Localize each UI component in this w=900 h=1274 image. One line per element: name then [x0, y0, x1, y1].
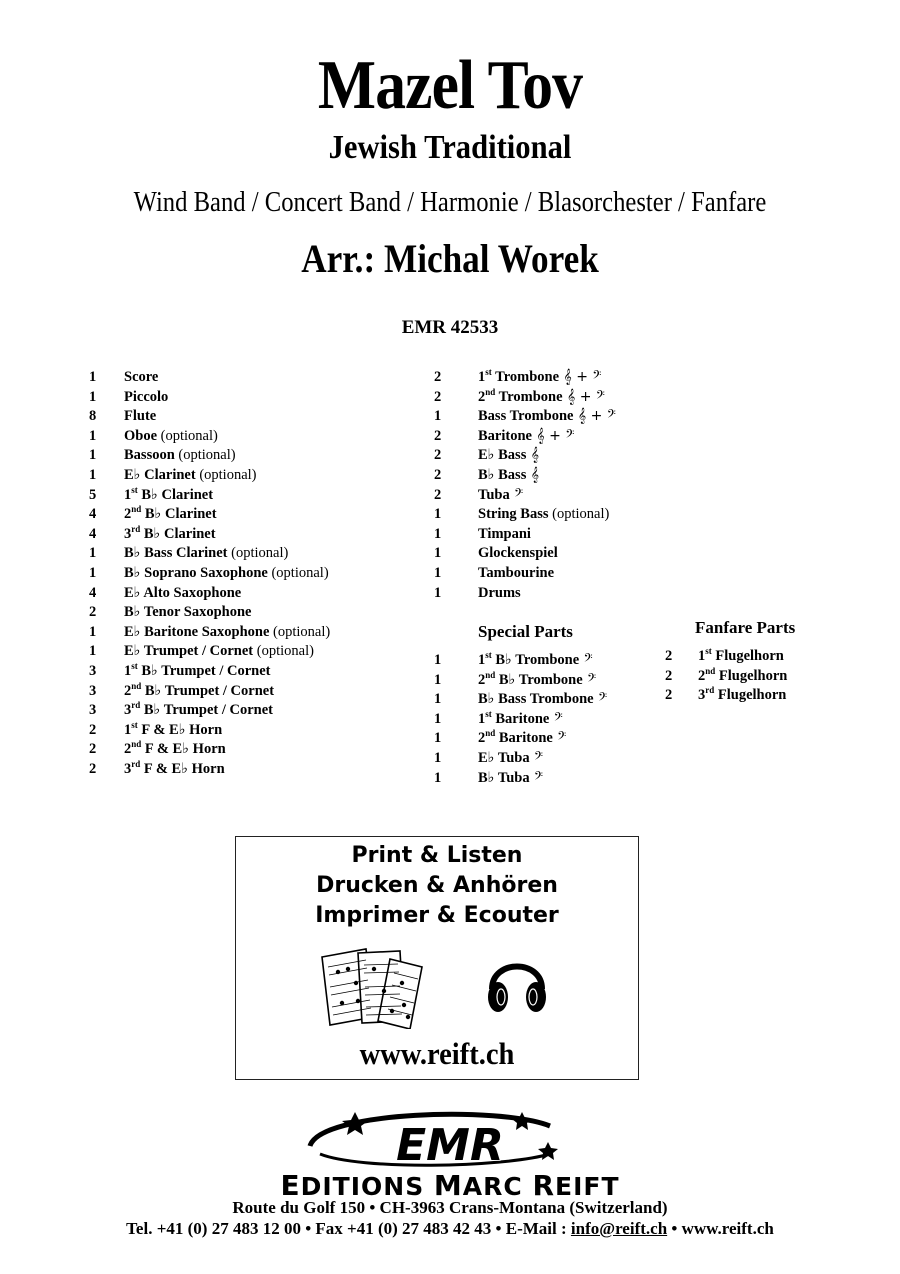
part-name — [478, 690, 607, 710]
part-quantity: 3 — [89, 662, 97, 679]
print-listen-box — [235, 836, 639, 1080]
part-quantity: 2 — [89, 721, 97, 738]
part-label: Flute — [124, 408, 157, 425]
ordinal-suffix: nd — [705, 665, 716, 676]
part-quantity: 2 — [665, 667, 673, 684]
list-item — [89, 544, 419, 564]
part-label: String Bass — [478, 506, 549, 523]
part-quantity: 1 — [89, 369, 97, 385]
publisher-word: EIFT — [555, 1172, 620, 1201]
optional-note: (optional) — [174, 447, 236, 464]
band-types: Wind Band / Concert Band / Harmonie / Blasorchester / Fanfare — [133, 187, 767, 218]
part-label: B♭ Soprano Saxophone — [124, 564, 268, 581]
publisher-contact — [0, 1218, 900, 1240]
part-name — [124, 407, 156, 427]
part-quantity: 1 — [434, 408, 442, 425]
part-name — [124, 760, 225, 780]
list-item — [665, 686, 865, 706]
ordinal-suffix: nd — [131, 504, 142, 515]
part-ordinal: 2 — [478, 671, 486, 688]
part-label: B♭ Trombone — [495, 671, 583, 688]
part-label: F & E♭ Horn — [137, 721, 223, 738]
list-item — [434, 446, 664, 466]
part-name — [478, 749, 543, 769]
publisher-initial: E — [280, 1169, 301, 1202]
ordinal-suffix: nd — [131, 680, 142, 691]
part-label: Baritone — [495, 730, 553, 747]
list-item — [89, 388, 419, 408]
instrument-list-middle — [434, 368, 664, 603]
part-label: B♭ Trombone — [491, 652, 580, 668]
part-name — [478, 729, 566, 749]
sheet-music-icon — [318, 945, 430, 1029]
ordinal-suffix: rd — [131, 758, 141, 769]
list-item — [89, 721, 419, 741]
part-label: E♭ Bass — [478, 447, 527, 464]
part-ordinal: 3 — [698, 687, 706, 704]
list-item — [89, 603, 419, 623]
part-label: Flugelhorn — [711, 648, 784, 664]
part-label: B♭ Trumpet / Cornet — [140, 702, 274, 719]
list-item — [434, 564, 664, 584]
ordinal-suffix: st — [485, 708, 492, 719]
part-quantity: 1 — [89, 466, 97, 483]
part-quantity: 2 — [665, 648, 673, 664]
part-quantity: 4 — [89, 584, 97, 601]
part-name — [124, 505, 217, 525]
list-item — [89, 564, 419, 584]
part-ordinal: 1 — [478, 652, 486, 668]
part-label: E♭ Trumpet / Cornet — [124, 643, 254, 660]
part-name — [478, 564, 554, 584]
part-ordinal: 1 — [478, 369, 486, 385]
part-label: Trombone — [491, 369, 560, 385]
part-quantity: 1 — [434, 506, 442, 523]
part-name — [124, 564, 329, 584]
part-label: E♭ Alto Saxophone — [124, 584, 242, 601]
part-label: B♭ Bass Clarinet — [124, 545, 228, 562]
part-quantity: 3 — [89, 702, 97, 719]
part-label: B♭ Clarinet — [140, 525, 216, 542]
emr-logo-graphic — [300, 1106, 600, 1176]
part-name — [478, 368, 601, 388]
clef-icon: 𝄞 + 𝄢 — [562, 388, 605, 405]
ordinal-suffix: nd — [485, 728, 496, 739]
part-name — [478, 710, 563, 730]
ordinal-suffix: st — [705, 646, 712, 656]
part-ordinal: 3 — [124, 702, 132, 719]
emr-logo — [300, 1106, 600, 1176]
part-label: B♭ Bass Trombone — [478, 691, 594, 708]
optional-note: (optional) — [267, 564, 329, 581]
part-ordinal: 1 — [124, 662, 132, 679]
ordinal-suffix: nd — [131, 739, 142, 750]
list-item — [434, 505, 664, 525]
list-item — [665, 647, 865, 667]
part-quantity: 5 — [89, 486, 97, 503]
part-name — [478, 505, 609, 525]
part-quantity: 2 — [89, 604, 97, 621]
part-quantity: 1 — [434, 584, 442, 601]
part-name — [698, 686, 786, 706]
contact-phone-fax: Tel. +41 (0) 27 483 12 00 • Fax +41 (0) 27 483 42 43 • E-Mail : — [126, 1219, 571, 1238]
special-parts-list — [434, 651, 664, 788]
list-item — [89, 642, 419, 662]
part-quantity: 1 — [434, 525, 442, 542]
emr-logo-text: EMR — [396, 1120, 504, 1171]
part-name — [478, 407, 616, 427]
part-quantity: 2 — [89, 760, 97, 777]
part-quantity: 1 — [434, 691, 442, 708]
part-label: Tambourine — [478, 564, 555, 581]
part-label: Baritone — [478, 427, 532, 444]
promo-line-1: Print & Listen — [351, 843, 523, 868]
ordinal-suffix: st — [485, 650, 492, 660]
list-item — [89, 760, 419, 780]
part-quantity: 2 — [434, 447, 442, 464]
clef-icon: 𝄢 — [549, 710, 563, 727]
clef-icon: 𝄢 — [529, 769, 544, 786]
part-name — [124, 682, 274, 702]
instrument-list-left — [89, 368, 419, 779]
part-quantity: 1 — [89, 564, 97, 581]
list-item — [89, 407, 419, 427]
part-label: B♭ Tenor Saxophone — [124, 604, 252, 621]
part-ordinal: 2 — [698, 667, 706, 684]
list-item — [434, 671, 664, 691]
part-quantity: 2 — [434, 369, 442, 385]
list-item — [434, 466, 664, 486]
catalog-code: EMR 42533 — [401, 317, 499, 338]
subtitle: Jewish Traditional — [328, 129, 572, 166]
list-item — [434, 729, 664, 749]
optional-note: (optional) — [227, 545, 289, 562]
part-label: B♭ Trumpet / Cornet — [141, 682, 275, 699]
part-quantity: 1 — [434, 730, 442, 747]
part-quantity: 1 — [434, 749, 442, 766]
ordinal-suffix: st — [131, 660, 138, 671]
part-name — [698, 647, 784, 667]
part-ordinal: 2 — [124, 682, 132, 699]
promo-line-2: Drucken & Anhören — [316, 873, 558, 898]
part-quantity: 1 — [89, 545, 97, 562]
part-quantity: 2 — [434, 466, 442, 483]
list-item — [434, 749, 664, 769]
list-item — [89, 701, 419, 721]
part-label: B♭ Trumpet / Cornet — [137, 662, 271, 679]
part-quantity: 1 — [434, 545, 442, 562]
part-label: Tuba — [478, 486, 510, 503]
list-item — [434, 407, 664, 427]
part-label: Flugelhorn — [714, 687, 787, 704]
part-label: Timpani — [478, 525, 531, 542]
publisher-address: Route du Golf 150 • CH-3963 Crans-Montana (Switzerland) — [232, 1198, 668, 1217]
part-label: E♭ Baritone Saxophone — [124, 623, 270, 640]
list-item — [434, 427, 664, 447]
website-url[interactable]: www.reift.ch — [359, 1036, 515, 1071]
list-item — [434, 525, 664, 545]
part-quantity: 1 — [434, 652, 442, 668]
part-name — [478, 486, 523, 506]
fanfare-parts-list — [665, 647, 865, 706]
list-item — [89, 584, 419, 604]
part-quantity: 1 — [89, 388, 97, 405]
publisher-initial: R — [532, 1169, 555, 1202]
part-label: Bass Trombone — [478, 408, 574, 425]
ordinal-suffix: nd — [485, 386, 496, 397]
fanfare-parts-heading: Fanfare Parts — [695, 618, 796, 637]
ordinal-suffix: rd — [131, 700, 141, 711]
part-label: Oboe — [124, 427, 158, 444]
part-quantity: 3 — [89, 682, 97, 699]
part-quantity: 1 — [89, 623, 97, 640]
list-item — [434, 486, 664, 506]
list-item — [89, 623, 419, 643]
page-title: Mazel Tov — [317, 47, 583, 124]
part-name — [478, 544, 558, 564]
part-quantity: 1 — [89, 427, 97, 444]
part-quantity: 8 — [89, 408, 97, 425]
part-ordinal: 1 — [698, 648, 706, 664]
part-name — [698, 667, 787, 687]
part-label: B♭ Tuba — [478, 769, 530, 786]
clef-icon: 𝄞 + 𝄢 — [559, 369, 602, 385]
part-name — [124, 486, 213, 506]
part-label: F & E♭ Horn — [140, 760, 225, 777]
part-ordinal: 1 — [478, 710, 486, 727]
part-name — [124, 388, 168, 408]
part-label: Trombone — [495, 388, 563, 405]
part-ordinal: 1 — [124, 486, 132, 503]
list-item — [434, 388, 664, 408]
part-ordinal: 2 — [124, 741, 132, 758]
list-item — [434, 584, 664, 604]
list-item — [665, 667, 865, 687]
part-name — [478, 584, 521, 604]
part-label: Bassoon — [124, 447, 175, 464]
contact-website: • www.reift.ch — [667, 1219, 774, 1238]
clef-icon: 𝄢 — [579, 652, 593, 668]
ordinal-suffix: st — [485, 367, 492, 377]
part-name — [478, 446, 539, 466]
part-quantity: 2 — [434, 388, 442, 405]
part-quantity: 1 — [89, 447, 97, 464]
part-name — [124, 603, 251, 623]
list-item — [89, 427, 419, 447]
part-label: Glockenspiel — [478, 545, 558, 562]
clef-icon: 𝄢 — [552, 730, 567, 747]
list-item — [434, 544, 664, 564]
part-name — [124, 623, 330, 643]
clef-icon: 𝄢 — [529, 749, 544, 766]
part-label: Baritone — [491, 710, 550, 727]
list-item — [434, 651, 664, 671]
ordinal-suffix: nd — [485, 669, 496, 680]
part-name — [124, 701, 273, 721]
clef-icon: 𝄢 — [582, 671, 597, 688]
part-label: B♭ Bass — [478, 466, 527, 483]
part-quantity: 1 — [89, 643, 97, 660]
part-quantity: 1 — [434, 564, 442, 581]
part-quantity: 2 — [434, 427, 442, 444]
part-quantity: 1 — [434, 710, 442, 727]
part-ordinal: 1 — [124, 721, 132, 738]
part-name — [124, 446, 236, 466]
list-item — [89, 682, 419, 702]
part-name — [478, 651, 593, 671]
part-name — [124, 584, 241, 604]
clef-icon: 𝄞 + 𝄢 — [531, 427, 575, 444]
arranger: Arr.: Michal Worek — [301, 236, 599, 281]
part-label: B♭ Clarinet — [137, 486, 214, 503]
optional-note: (optional) — [269, 623, 331, 640]
part-name — [124, 662, 271, 682]
list-item — [434, 368, 664, 388]
list-item — [89, 662, 419, 682]
publisher-initial: M — [433, 1169, 463, 1202]
part-name — [124, 525, 216, 545]
part-ordinal: 2 — [478, 388, 486, 405]
list-item — [89, 466, 419, 486]
part-name — [478, 525, 531, 545]
part-label: B♭ Clarinet — [141, 506, 217, 523]
part-name — [478, 427, 574, 447]
clef-icon: 𝄞 + 𝄢 — [573, 408, 616, 425]
part-name — [478, 388, 605, 408]
list-item — [434, 710, 664, 730]
clef-icon: 𝄢 — [593, 691, 608, 708]
list-item — [89, 368, 419, 388]
part-quantity: 2 — [665, 687, 673, 704]
part-ordinal: 2 — [124, 506, 132, 523]
part-label: F & E♭ Horn — [141, 741, 226, 758]
part-quantity: 1 — [434, 671, 442, 688]
part-ordinal: 3 — [124, 525, 132, 542]
ordinal-suffix: st — [131, 719, 138, 730]
clef-icon: 𝄢 — [509, 486, 524, 503]
special-parts-heading: Special Parts — [478, 622, 573, 641]
list-item — [89, 525, 419, 545]
part-ordinal: 2 — [478, 730, 486, 747]
publisher-word: ARC — [462, 1172, 533, 1201]
ordinal-suffix: st — [131, 484, 138, 495]
part-name — [478, 466, 539, 486]
list-item — [434, 690, 664, 710]
list-item — [434, 769, 664, 789]
optional-note: (optional) — [253, 643, 314, 660]
part-name — [124, 642, 314, 662]
part-name — [124, 368, 158, 388]
part-quantity: 1 — [434, 769, 442, 786]
part-label: E♭ Clarinet — [124, 466, 196, 483]
headphones-icon — [484, 945, 550, 1015]
list-item — [89, 505, 419, 525]
part-label: Piccolo — [124, 388, 169, 405]
part-label: E♭ Tuba — [478, 749, 530, 766]
part-name — [478, 671, 596, 691]
publisher-word: DITIONS — [300, 1172, 434, 1201]
ordinal-suffix: rd — [131, 523, 141, 534]
part-label: Drums — [478, 584, 521, 601]
part-quantity: 4 — [89, 525, 97, 542]
part-name — [124, 740, 226, 760]
optional-note: (optional) — [548, 506, 610, 523]
clef-icon: 𝄞 — [526, 447, 540, 464]
list-item — [89, 740, 419, 760]
part-name — [124, 544, 288, 564]
optional-note: (optional) — [195, 466, 257, 483]
ordinal-suffix: rd — [705, 685, 715, 696]
promo-line-3: Imprimer & Ecouter — [315, 903, 559, 928]
part-label: Flugelhorn — [715, 667, 788, 684]
part-label: Score — [124, 369, 159, 385]
part-name — [478, 769, 543, 789]
list-item — [89, 446, 419, 466]
list-item — [89, 486, 419, 506]
part-name — [124, 466, 257, 486]
optional-note: (optional) — [157, 427, 218, 444]
part-name — [124, 427, 218, 447]
part-quantity: 2 — [434, 486, 442, 503]
clef-icon: 𝄞 — [526, 466, 540, 483]
email-link[interactable]: info@reift.ch — [570, 1219, 668, 1238]
part-quantity: 4 — [89, 506, 97, 523]
part-quantity: 2 — [89, 741, 97, 758]
part-name — [124, 721, 222, 741]
part-ordinal: 3 — [124, 760, 132, 777]
